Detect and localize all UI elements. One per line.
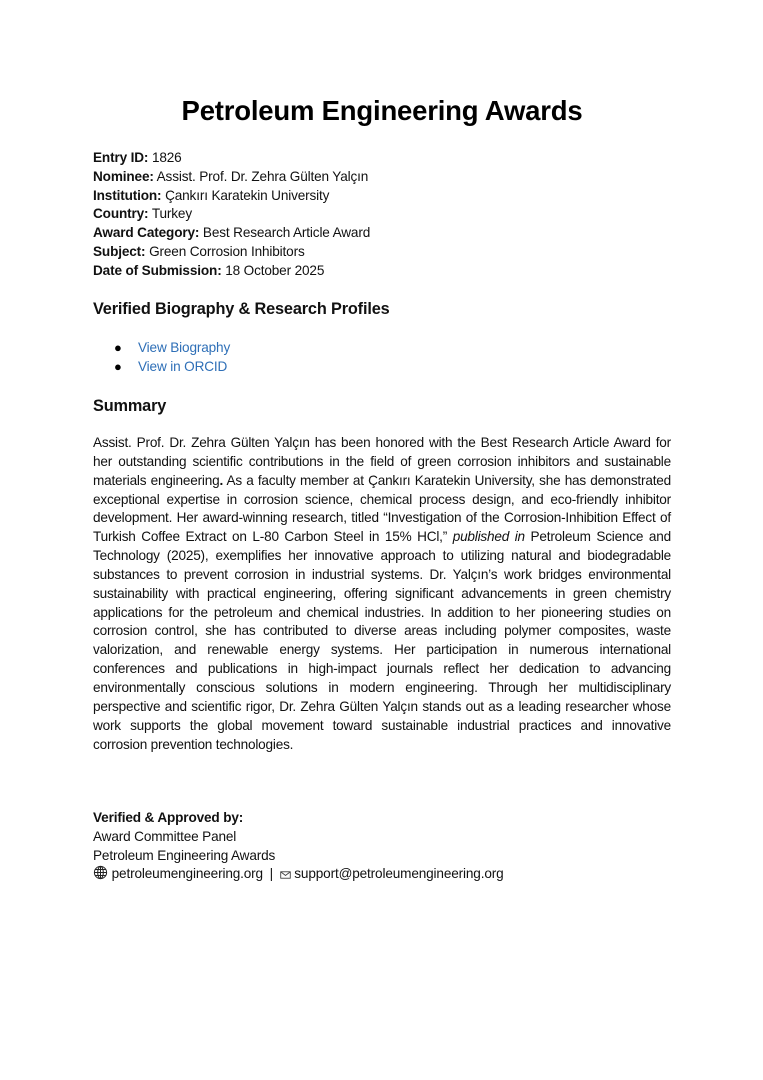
award-category-row <box>93 224 370 243</box>
approval-footer <box>93 809 504 886</box>
entry-id-row <box>93 149 370 168</box>
field-label: Country: <box>93 206 149 222</box>
country-row <box>93 205 370 224</box>
summary-text-part3: Petroleum Science and Technology (2025), exemplifies her innovative approach to utilizing natural and biodegradable substances to prevent corrosion in industrial systems. Dr. Yalçın’s work bridges environmental sustainability with practical engineering, offering significant advancements in green chemistry applications for the petroleum and chemical industries. In addition to her pioneering studies on corrosion control, she has contributed to diverse areas including polymer composites, waste valorization, and renewable energy systems. Her participation in numerous international conferences and publications in high-impact journals reflect her dedication to advancing environmentally conscious solutions in modern engineering. Through her multidisciplinary perspective and scientific rigor, Dr. Zehra Gülten Yalçın stands out as a leading researcher whose work supports the global movement toward sustainable industrial practices and innovative corrosion prevention technologies. <box>93 529 672 752</box>
field-label: Subject: <box>93 243 146 259</box>
contact-line <box>93 865 504 886</box>
list-item <box>93 339 230 358</box>
bullet-icon: ● <box>114 358 122 374</box>
field-value: Green Corrosion Inhibitors <box>149 243 305 259</box>
organization-name: Petroleum Engineering Awards <box>93 847 276 863</box>
field-label: Entry ID: <box>93 150 149 165</box>
bullet-icon: ● <box>114 340 122 355</box>
page-title: Petroleum Engineering Awards <box>181 95 583 126</box>
list-item <box>93 358 230 377</box>
nominee-row <box>93 168 370 187</box>
summary-text-part1: Assist. Prof. Dr. Zehra Gülten Yalçın has been honored with the Best Research Article Award for her outstanding scientific contributions in the field of green corrosion inhibitors and sustainable materials engineering <box>93 435 671 488</box>
email-link[interactable]: support@petroleumengineering.org <box>294 866 504 882</box>
field-label: Institution: <box>93 187 162 203</box>
summary-paragraph <box>93 434 671 754</box>
field-value: Best Research Article Award <box>202 225 371 241</box>
field-value: Assist. Prof. Dr. Zehra Gülten Yalçın <box>156 168 369 184</box>
committee-name: Award Committee Panel <box>93 828 237 844</box>
summary-text-part2: As a faculty member at Çankırı Karatekin University, she has demonstrated exceptional expertise in corrosion science, chemical process design, and eco-friendly inhibitor development. Her award-winning research, titled “Investigation of the Corrosion-Inhibition Effect of Turkish Coffee Extract on L-80 Carbon Steel in 15% HCl,” <box>93 472 671 545</box>
field-label: Date of Submission: <box>93 262 222 278</box>
summary-bold-period: . <box>219 472 224 488</box>
subject-row <box>93 243 370 262</box>
field-label: Nominee: <box>93 168 154 184</box>
view-biography-link[interactable]: View Biography <box>138 340 231 355</box>
separator: | <box>269 866 273 882</box>
field-value: Çankırı Karatekin University <box>165 187 330 203</box>
view-orcid-link[interactable]: View in ORCID <box>138 358 228 374</box>
summary-italic-text: published in <box>452 529 525 545</box>
website-link[interactable]: petroleumengineering.org <box>111 866 263 882</box>
field-label: Award Category: <box>93 225 200 241</box>
summary-heading: Summary <box>93 397 167 415</box>
verified-label: Verified & Approved by: <box>93 810 244 825</box>
submission-date-row <box>93 262 370 281</box>
entry-details <box>93 149 370 281</box>
profiles-heading: Verified Biography & Research Profiles <box>93 300 390 318</box>
globe-icon <box>93 865 108 886</box>
institution-row <box>93 187 370 206</box>
field-value: 1826 <box>151 150 182 165</box>
field-value: Turkey <box>151 206 192 222</box>
envelope-icon <box>280 867 291 886</box>
profile-links-list <box>93 339 230 377</box>
field-value: 18 October 2025 <box>225 262 325 278</box>
